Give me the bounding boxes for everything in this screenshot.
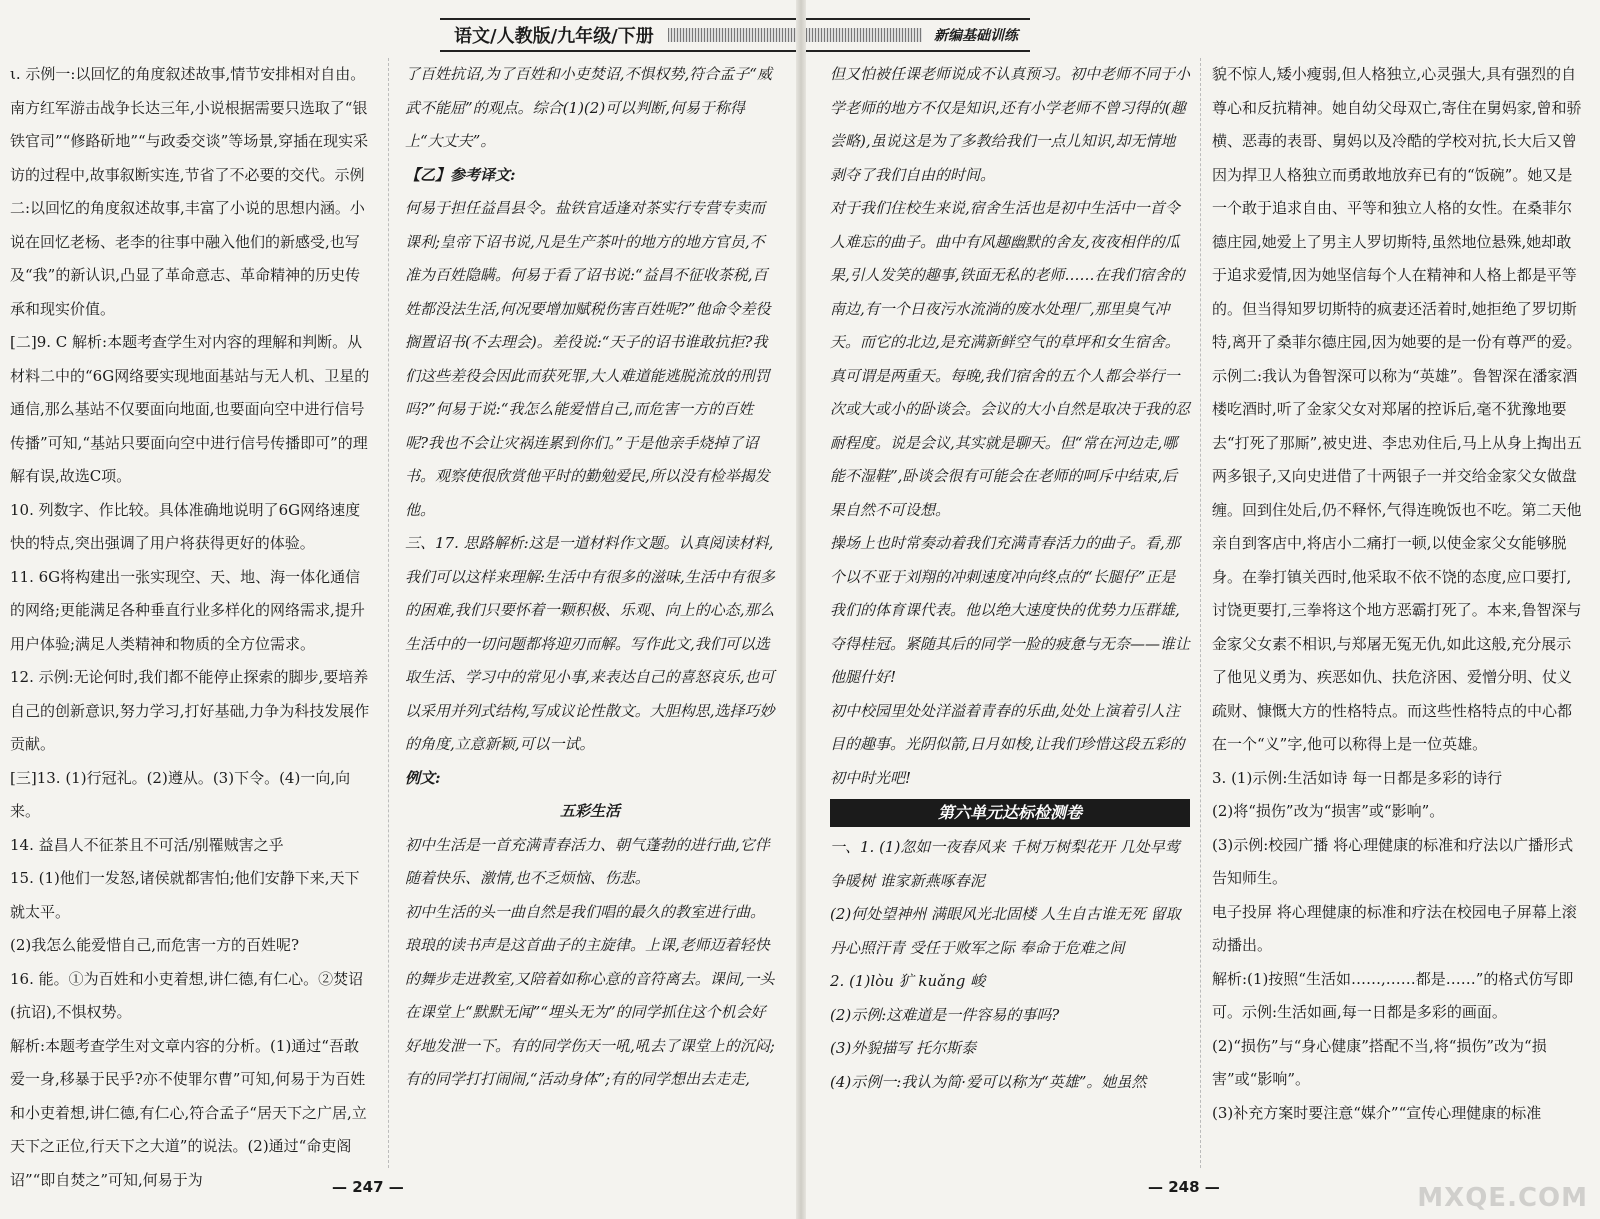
column-1 <box>10 58 370 1189</box>
text-paragraph: (2)何处望神州 满眼风光北固楼 人生自古谁无死 留取丹心照汗青 受任于败军之际 奉命于危难之间 <box>830 905 1181 957</box>
text-paragraph: 初中生活是一首充满青春活力、朝气蓬勃的进行曲,它伴随着快乐、激情,也不乏烦恼、伤悲。 <box>405 835 770 887</box>
text-paragraph: 解析:(1)按照“生活如……,……都是……”的格式仿写即可。示例:生活如画,每一日都是多彩的画面。 <box>1212 969 1574 1021</box>
column-4 <box>1212 58 1582 1168</box>
text-paragraph: 例文: <box>405 768 441 787</box>
text-paragraph: ι. 示例一:以回忆的角度叙述故事,情节安排相对自由。南方红军游击战争长达三年,小说根据需要只选取了“银铁官司”“修路斫地”“与政委交谈”等场景,穿插在现实采访的过程中,故事叙断实连,节省了不必要的交代。示例二:以回忆的角度叙述故事,丰富了小说的思想内涵。小说在回忆老杨、老李的往事中融入他们的新感受,也写及“我”的新认识,凸显了革命意志、革命精神的历史传承和现实价值。 <box>10 65 369 318</box>
column-2 <box>405 58 775 1168</box>
header-brand: 新编基础训练 <box>934 28 1018 44</box>
text-paragraph: 2. (1)lòu 犷 kuǎng 峻 <box>830 972 986 990</box>
text-paragraph: (4)示例一:我认为简·爱可以称为“英雄”。她虽然 <box>830 1072 1147 1091</box>
text-paragraph: 对于我们住校生来说,宿舍生活也是初中生活中一首令人难忘的曲子。曲中有风趣幽默的舍友,夜夜相伴的瓜果,引人发笑的趣事,铁面无私的老师……在我们宿舍的南边,有一个日夜污水流淌的废水处理厂,那里臭气冲天。而它的北边,是充满新鲜空气的草坪和女生宿舍。真可谓是两重天。每晚,我们宿舍的五个人都会举行一次或大或小的卧谈会。会议的大小自然是取决于我的忍耐程度。说是会议,其实就是聊天。但“常在河边走,哪能不湿鞋”,卧谈会很有可能会在老师的呵斥中结束,后果自然不可设想。 <box>830 199 1191 519</box>
text-paragraph: 电子投屏 将心理健康的标准和疗法在校园电子屏幕上滚动播出。 <box>1212 902 1577 954</box>
text-paragraph: 五彩生活 <box>559 802 620 820</box>
column-divider-left <box>388 58 389 1168</box>
text-paragraph: (2)我怎么能爱惜自己,而危害一方的百姓呢? <box>10 936 300 954</box>
text-paragraph: 操场上也时常奏动着我们充满青春活力的曲子。看,那个以不亚于刘翔的冲刺速度冲向终点的“长腿仔”正是我们的体育课代表。他以绝大速度快的优势力压群雄,夺得桂冠。紧随其后的同学一脸的疲惫与无奈——谁让他腿什好! <box>830 534 1191 686</box>
text-paragraph: 三、17. 思路解析:这是一道材料作文题。认真阅读材料,我们可以这样来理解:生活中有很多的滋味,生活中有很多的困难,我们只要怀着一颗积极、乐观、向上的心态,那么生活中的一切问题都将迎刃而解。写作此文,我们可以选取生活、学习中的常见小事,来表达自己的喜怒哀乐,也可以采用并列式结构,写成议论性散文。大胆构思,选择巧妙的角度,立意新颖,可以一试。 <box>405 534 775 753</box>
text-paragraph: 12. 示例:无论何时,我们都不能停止探索的脚步,要培养自己的创新意识,努力学习,打好基础,力争为科技发展作贡献。 <box>10 668 370 753</box>
text-paragraph: (2)将“损伤”改为“损害”或“影响”。 <box>1212 802 1445 820</box>
watermark-logo: MXQE.COM <box>1417 1183 1588 1213</box>
text-paragraph: 初中生活的头一曲自然是我们唱的最久的教室进行曲。琅琅的读书声是这首曲子的主旋律。上课,老师迈着轻快的舞步走进教室,又陪着如称心意的音符离去。课间,一头在课堂上“默默无闻”“埋头无为”的同学抓住这个机会好好地发泄一下。有的同学伤天一吼,吼去了课堂上的沉闷;有的同学打打闹闹,“活动身体”;有的同学想出去走走, <box>405 902 775 1088</box>
text-paragraph: 11. 6G将构建出一张实现空、天、地、海一体化通信的网络;更能满足各种垂直行业多样化的网络需求,提升用户体验;满足人类精神和物质的全方位需求。 <box>10 567 365 653</box>
page-number-right: — 248 — <box>1148 1178 1220 1196</box>
page-number-left: — 247 — <box>332 1178 404 1196</box>
text-paragraph: 示例二:我认为鲁智深可以称为“英雄”。鲁智深在潘家酒楼吃酒时,听了金家父女对郑屠的控诉后,毫不犹豫地要去“打死了那厮”,被史进、李忠劝住后,马上从身上掏出五两多银子,又向史进借了十两银子一并交给金家父女做盘缠。回到住处后,仍不释怀,气得连晚饭也不吃。第二天他亲自到客店中,将店小二痛打一顿,以使金家父女能够脱身。在拳打镇关西时,他采取不依不饶的态度,应口要打,讨饶更要打,三拳将这个地方恶霸打死了。本来,鲁智深与金家父女素不相识,与郑屠无冤无仇,如此这般,充分展示了他见义勇为、疾恶如仇、扶危济困、爱憎分明、仗义疏财、慷慨大方的性格特点。而这些性格特点的中心都在一个“义”字,他可以称得上是一位英雄。 <box>1212 366 1582 753</box>
text-paragraph: 何易于担任益昌县令。盐铁官适逢对茶实行专营专卖而课利;皇帝下诏书说,凡是生产茶叶的地方的地方官员,不准为百姓隐瞒。何易于看了诏书说:“益昌不征收茶税,百姓都没法生活,何况要增加赋税伤害百姓呢?”他命令差役搁置诏书(不去理会)。差役说:“天子的诏书谁敢抗拒?我们这些差役会因此而获死罪,大人难道能逃脱流放的刑罚吗?”何易于说:“我怎么能爱惜自己,而危害一方的百姓呢?我也不会让灾祸连累到你们。”于是他亲手烧掉了诏书。观察使很欣赏他平时的勤勉爱民,所以没有检举揭发他。 <box>405 199 771 519</box>
column-divider-right <box>1200 58 1201 1168</box>
column-3 <box>830 58 1190 1168</box>
text-paragraph: (3)补充方案时要注意“媒介”“宣传心理健康的标准 <box>1212 1103 1542 1122</box>
text-paragraph: 10. 列数字、作比较。具体准确地说明了6G网络速度快的特点,突出强调了用户将获得更好的体验。 <box>10 500 361 552</box>
text-paragraph: 解析:本题考查学生对文章内容的分析。(1)通过“吾敢爱一身,移暴于民乎?亦不使罪尔曹”可知,何易于为百姓和小吏着想,讲仁德,有仁心,符合孟子“居天下之广居,立天下之正位,行天下之大道”的说法。(2)通过“命吏阁诏”“即自焚之”可知,何易于为 <box>10 1036 367 1189</box>
text-paragraph: 初中校园里处处洋溢着青春的乐曲,处处上演着引人注目的趣事。光阴似箭,日月如梭,让我们珍惜这段五彩的初中时光吧! <box>830 701 1185 787</box>
text-paragraph: 了百姓抗诏,为了百姓和小吏焚诏,不惧权势,符合孟子“威武不能屈”的观点。综合(1)(2)可以判断,何易于称得上“大丈夫”。 <box>405 65 772 150</box>
text-paragraph: 15. (1)他们一发怒,诸侯就都害怕;他们安静下来,天下就太平。 <box>10 869 360 921</box>
text-paragraph: 貌不惊人,矮小瘦弱,但人格独立,心灵强大,具有强烈的自尊心和反抗精神。她自幼父母双亡,寄住在舅妈家,曾和骄横、恶毒的表哥、舅妈以及冷酷的学校对抗,长大后又曾因为捍卫人格独立而勇敢地放弃已有的“饭碗”。她又是一个敢于追求自由、平等和独立人格的女性。在桑菲尔德庄园,她爱上了男主人罗切斯特,虽然地位悬殊,她却敢于追求爱情,因为她坚信每个人在精神和人格上都是平等的。但当得知罗切斯特的疯妻还活着时,她拒绝了罗切斯特,离开了桑菲尔德庄园,因为她要的是一份有尊严的爱。 <box>1212 65 1582 351</box>
header-title: 语文/人教版/九年级/下册 <box>454 26 654 47</box>
text-paragraph: 但又怕被任课老师说成不认真预习。初中老师不同于小学老师的地方不仅是知识,还有小学老师不曾习得的(趣尝略),虽说这是为了多教给我们一点儿知识,却无情地剥夺了我们自由的时间。 <box>830 65 1191 184</box>
text-paragraph: (2)“损伤”与“身心健康”搭配不当,将“损伤”改为“损害”或“影响”。 <box>1212 1036 1547 1088</box>
text-paragraph: (2)示例:这难道是一件容易的事吗? <box>830 1005 1060 1024</box>
header-decor-bar <box>668 28 922 42</box>
section-banner: 第六单元达标检测卷 <box>830 799 1190 827</box>
book-spine <box>796 0 806 1219</box>
text-paragraph: 一、1. (1)忽如一夜春风来 千树万树梨花开 几处早莺争暖树 谁家新燕啄春泥 <box>830 838 1180 890</box>
text-paragraph: 3. (1)示例:生活如诗 每一日都是多彩的诗行 <box>1212 768 1503 787</box>
text-paragraph: [二]9. C 解析:本题考查学生对内容的理解和判断。从材料二中的“6G网络要实现地面基站与无人机、卫星的通信,那么基站不仅要面向地面,也要面向空中进行信号传播”可知,“基站只要面向空中进行信号传播即可”的理解有误,故选C项。 <box>10 333 370 485</box>
text-paragraph: (3)外貌描写 托尔斯泰 <box>830 1039 977 1057</box>
text-paragraph: (3)示例:校园广播 将心理健康的标准和疗法以广播形式告知师生。 <box>1212 835 1574 887</box>
page-header <box>440 18 1030 52</box>
text-paragraph: 16. 能。①为百姓和小吏着想,讲仁德,有仁心。②焚诏(抗诏),不惧权势。 <box>10 969 364 1021</box>
text-paragraph: 14. 益昌人不征茶且不可活/别罹贼害之乎 <box>10 835 284 854</box>
text-paragraph: [三]13. (1)行冠礼。(2)遵从。(3)下令。(4)一向,向来。 <box>10 768 351 820</box>
text-paragraph: 【乙】参考译文: <box>405 165 516 184</box>
